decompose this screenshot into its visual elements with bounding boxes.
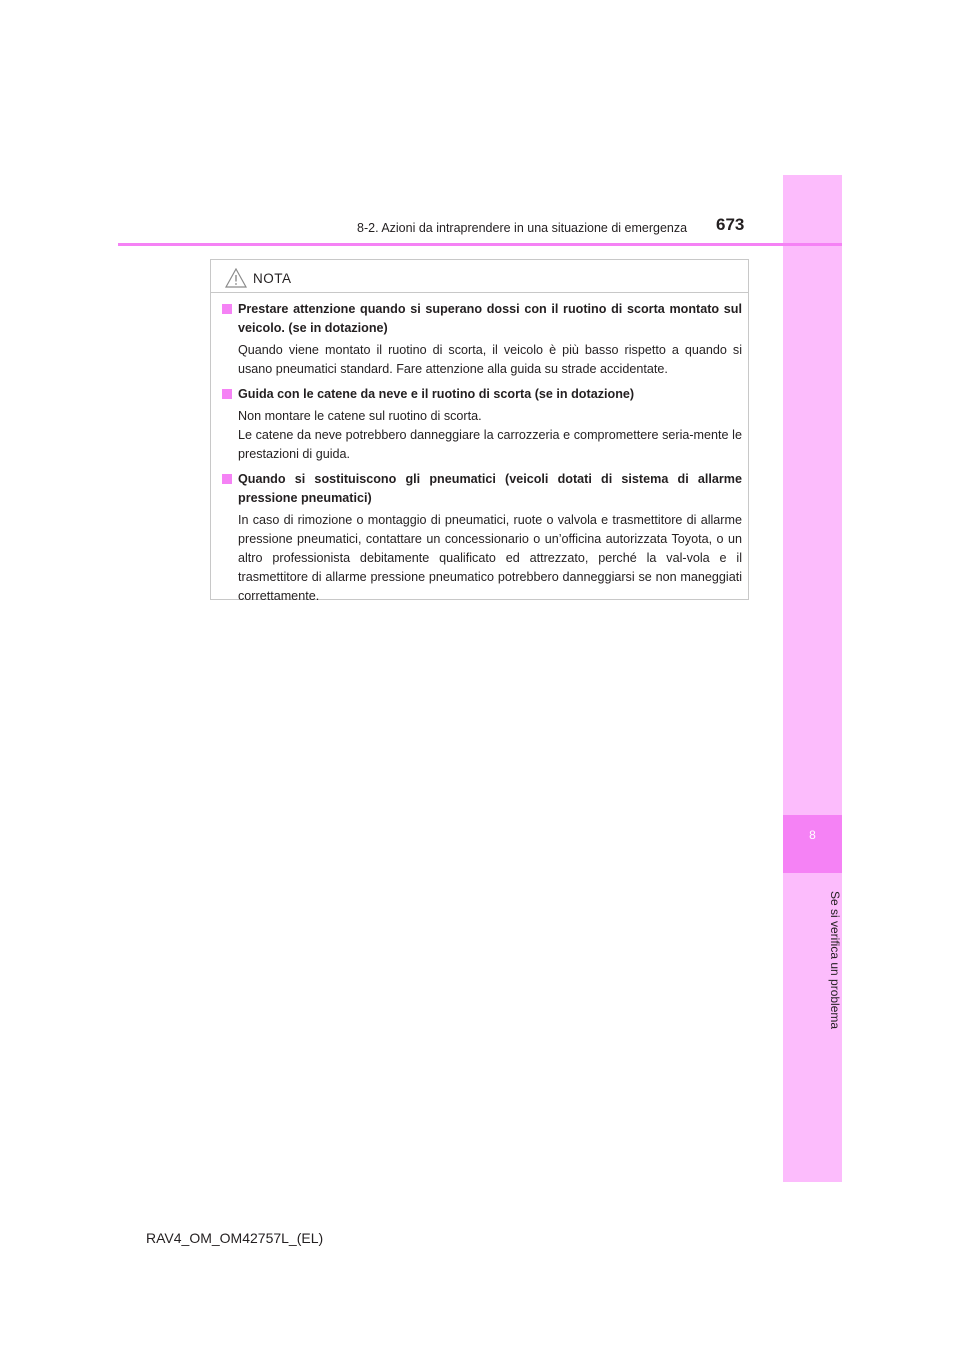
notice-item-title-text: Guida con le catene da neve e il ruotino di scorta (se in dotazione)	[238, 387, 635, 401]
square-bullet-icon	[222, 304, 232, 314]
page-number: 673	[716, 215, 745, 234]
notice-item-title-text: Prestare attenzione quando si superano dossi con il ruotino di scorta montato sul veicolo. (se in dotazione)	[238, 302, 742, 335]
notice-item-body: In caso di rimozione o montaggio di pneumatici, ruote o valvola e trasmettitore di allarme pressione pneumatici, contattare un concessionario o un’officina autorizzata Toyota, o un altro professionista debitamente qualificato ed attrezzato, perché la val-vola e il trasmettitore di allarme pressione pneumatico potrebbero danneggiarsi se non maneggiati correttamente.	[238, 513, 742, 603]
square-bullet-icon	[222, 389, 232, 399]
notice-item-body: Non montare le catene sul ruotino di scorta. Le catene da neve potrebbero danneggiare la carrozzeria e compromettere seria-mente le prestazioni di guida.	[238, 409, 742, 461]
notice-item-title-text: Quando si sostituiscono gli pneumatici (veicoli dotati di sistema di allarme pressione pneumatici)	[238, 472, 742, 505]
document-code: RAV4_OM_OM42757L_(EL)	[146, 1230, 324, 1246]
chapter-tab-marker	[783, 815, 842, 873]
chapter-number: 8	[809, 828, 816, 842]
notice-content	[219, 300, 742, 612]
notice-header	[225, 265, 292, 291]
square-bullet-icon	[222, 474, 232, 484]
notice-item-title	[219, 300, 742, 338]
notice-divider	[211, 292, 748, 293]
header-rule	[118, 243, 842, 246]
notice-item-body: Quando viene montato il ruotino di scorta, il veicolo è più basso rispetto a quando si usano pneumatici standard. Fare attenzione alla guida su strade accidentate.	[238, 343, 742, 376]
chapter-label-text: Se si verifica un problema	[828, 890, 842, 1030]
chapter-label	[783, 885, 842, 1035]
section-title: 8-2. Azioni da intraprendere in una situazione di emergenza	[357, 221, 688, 235]
notice-label: NOTA	[253, 270, 292, 286]
notice-item	[219, 470, 742, 606]
notice-item-title	[219, 385, 742, 404]
notice-item	[219, 300, 742, 379]
warning-triangle-icon	[225, 268, 247, 288]
notice-item-title	[219, 470, 742, 508]
notice-box	[210, 259, 749, 603]
notice-item	[219, 385, 742, 464]
